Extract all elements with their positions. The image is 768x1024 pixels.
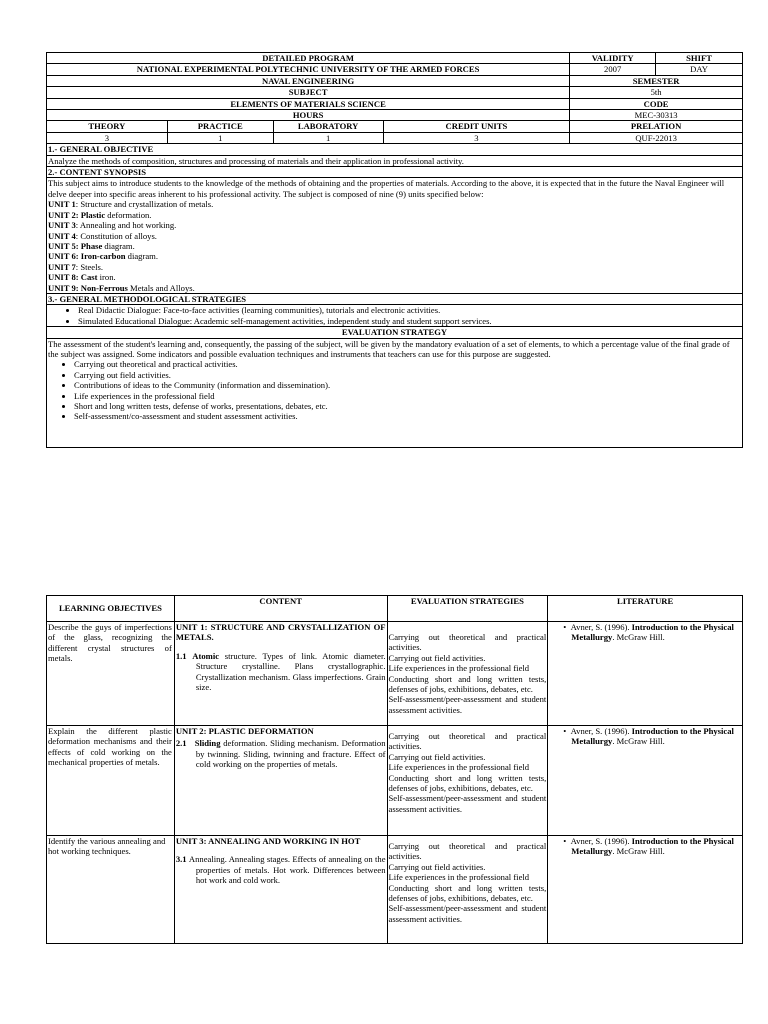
list-item: • Carrying out theoretical and practical activities.: [74, 359, 741, 369]
evaluation-intro: The assessment of the student's learning and, consequently, the passing of the subject, will be given by the mandatory evaluation of a set of elements, to which a percentage value of the final grade of the subject was assigned. Some indicators and possible evaluation techniques and instruments that teachers can use for this purpose are suggested.: [48, 338, 730, 359]
eval-line: Life experiences in the professional field: [388, 762, 530, 773]
eval-line: Carrying out field activities.: [388, 652, 486, 663]
lit-author: Avner, S. (1996).: [570, 836, 632, 846]
unit-rest-text: : Steels.: [75, 261, 103, 272]
evaluation-strategies-header: EVALUATION STRATEGIES: [387, 596, 548, 622]
eval-line: Carrying out field activities.: [388, 861, 486, 872]
subunit-number: 2.1: [175, 738, 187, 749]
list-item: • Contributions of ideas to the Community (information and dissemination).: [74, 380, 741, 390]
unit-list: [48, 199, 741, 293]
content-cell: [174, 726, 387, 836]
literature-header: LITERATURE: [548, 596, 743, 622]
lit-publisher: . McGraw Hill.: [612, 736, 665, 747]
literature-item: • Avner, S. (1996). Introduction to the Physical Metallurgy. McGraw Hill.: [563, 622, 734, 643]
code-label: CODE: [570, 98, 743, 109]
list-item: • Short and long written tests, defense of works, presentations, debates, etc.: [74, 401, 741, 411]
subunit-text: [176, 854, 386, 885]
unit-line: [48, 231, 741, 241]
code-value: MEC-30313: [570, 110, 743, 121]
literature-cell: [548, 622, 743, 726]
unit-label: UNIT 1: [48, 199, 76, 210]
lit-publisher: . McGraw Hill.: [612, 846, 665, 857]
credit-units-value: 3: [383, 132, 570, 143]
detailed-program-title: DETAILED PROGRAM: [47, 53, 570, 64]
unit-line: [48, 262, 741, 272]
laboratory-value: 1: [273, 132, 383, 143]
university-name: NATIONAL EXPERIMENTAL POLYTECHNIC UNIVERSITY OF THE ARMED FORCES: [47, 64, 570, 75]
unit-label: UNIT 8: [48, 272, 76, 283]
semester-label: SEMESTER: [570, 75, 743, 86]
theory-value: 3: [47, 132, 168, 143]
synopsis-intro: This subject aims to introduce students to the knowledge of the methods of obtaining and the properties of materials. According to the above, it is expected that in the future the Naval Engineer will delve deeper into specific areas inherent to his professional activity. The subject is composed of nine (9) units specified below:: [48, 178, 725, 199]
subunit-number: 3.1: [175, 854, 187, 865]
eval-line: Carrying out field activities.: [388, 751, 486, 762]
unit-line: [48, 220, 741, 230]
unit-line: [48, 241, 741, 251]
unit-label: UNIT 6: [48, 251, 76, 262]
evaluation-strategy-title: EVALUATION STRATEGY: [47, 327, 743, 338]
unit-rest-text: : Structure and crystallization of metals.: [75, 199, 214, 210]
unit-rest-text: diagram.: [125, 251, 158, 262]
unit-label: UNIT 3: [48, 220, 76, 231]
validity-label: VALIDITY: [570, 53, 656, 64]
lit-title: Introduction to the Physical Metallurgy: [571, 622, 734, 643]
subunit-rest: structure. Types of link. Atomic diameter. Structure crystalline. Plans crystallographic. Crystallization mechanism. Glass imperfections. Grain size.: [195, 650, 386, 693]
list-item: • Real Didactic Dialogue: Face-to-face activities (learning communities), tutorials and electronic activities.: [78, 305, 741, 315]
subunit-rest: Annealing. Annealing stages. Effects of annealing on the properties of metals. Hot work. Differences between hot work and cold work.: [188, 854, 386, 886]
unit-rest-text: Metals and Alloys.: [127, 282, 195, 293]
unit-rest-text: iron.: [97, 272, 116, 283]
eval-line: Carrying out theoretical and practical activities.: [388, 841, 547, 862]
methodological-list: [48, 305, 741, 326]
lit-title: Introduction to the Physical Metallurgy: [571, 726, 734, 747]
subunit-bold: Sliding: [194, 738, 221, 749]
practice-value: 1: [167, 132, 273, 143]
subunit-number: 1.1: [175, 650, 187, 661]
eval-line: Conducting short and long written tests, defenses of jobs, exhibitions, debates, etc.: [388, 772, 547, 794]
unit-label: UNIT 7: [48, 261, 76, 272]
unit-title: UNIT 1: STRUCTURE AND CRYSTALLIZATION OF METALS.: [175, 622, 386, 643]
unit-rest-text: : Annealing and hot working.: [75, 220, 177, 231]
eval-line: Self-assessment/peer-assessment and student assessment activities.: [388, 903, 547, 924]
unit-bold-text: : Phase: [75, 240, 103, 251]
evaluation-cell: [387, 726, 548, 836]
content-cell: [174, 836, 387, 944]
shift-label: SHIFT: [656, 53, 743, 64]
list-item: • Life experiences in the professional field: [74, 391, 741, 401]
unit-label: UNIT 4: [48, 230, 76, 241]
eval-line: Conducting short and long written tests, defenses of jobs, exhibitions, debates, etc.: [388, 673, 547, 695]
unit-line: [48, 199, 741, 209]
evaluation-cell: [387, 622, 548, 726]
table-row: [47, 836, 743, 944]
learning-plan-table: [46, 595, 743, 944]
lit-author: Avner, S. (1996).: [570, 622, 632, 632]
table-row: [47, 726, 743, 836]
practice-label: PRACTICE: [167, 121, 273, 132]
unit-title: UNIT 2: PLASTIC DEFORMATION: [175, 726, 314, 736]
prelation-value: QUF-22013: [570, 132, 743, 143]
subject-name: ELEMENTS OF MATERIALS SCIENCE: [47, 98, 570, 109]
subunit-rest: deformation. Sliding mechanism. Deformation by twinning. Sliding, twinning and fracture. Effect of cold working on the properties of metals.: [195, 738, 386, 770]
literature-cell: [548, 726, 743, 836]
subject-label: SUBJECT: [47, 87, 570, 98]
list-item: • Carrying out field activities.: [74, 370, 741, 380]
literature-item: • Avner, S. (1996). Introduction to the Physical Metallurgy. McGraw Hill.: [563, 726, 734, 747]
table-row: [47, 622, 743, 726]
unit-rest-text: : Constitution of alloys.: [75, 230, 157, 241]
content-cell: [174, 622, 387, 726]
evaluation-list: [48, 359, 741, 421]
list-item: • Simulated Educational Dialogue: Academic self-management activities, independent study and student support services.: [78, 316, 741, 326]
unit-bold-text: : Cast: [75, 272, 98, 283]
eval-line: Life experiences in the professional field: [388, 872, 530, 883]
list-item: • Self-assessment/co-assessment and student assessment activities.: [74, 411, 741, 421]
unit-label: UNIT 2: [48, 209, 76, 220]
eval-line: Life experiences in the professional field: [388, 663, 530, 674]
credit-units-label: CREDIT UNITS: [383, 121, 570, 132]
shift-value: DAY: [656, 64, 743, 75]
evaluation-cell: [387, 836, 548, 944]
eval-line: Carrying out theoretical and practical activities.: [388, 632, 547, 653]
eval-line: Self-assessment/peer-assessment and student assessment activities.: [388, 694, 547, 715]
general-objective-title: 1.- GENERAL OBJECTIVE: [47, 144, 743, 155]
unit-line: [48, 251, 741, 261]
literature-item: • Avner, S. (1996). Introduction to the Physical Metallurgy. McGraw Hill.: [563, 836, 734, 857]
program-header-table: [46, 52, 743, 448]
career-name: NAVAL ENGINEERING: [47, 75, 570, 86]
general-objective-text: Analyze the methods of composition, structures and processing of materials and their application in professional activity.: [47, 155, 743, 166]
eval-line: Conducting short and long written tests, defenses of jobs, exhibitions, debates, etc.: [388, 882, 547, 904]
unit-line: [48, 283, 741, 293]
unit-rest-text: deformation.: [105, 209, 152, 220]
unit-rest-text: diagram.: [102, 240, 135, 251]
subunit-text: [176, 651, 386, 693]
lit-title: Introduction to the Physical Metallurgy: [571, 836, 734, 857]
unit-bold-text: : Plastic: [75, 209, 106, 220]
theory-label: THEORY: [47, 121, 168, 132]
laboratory-label: LABORATORY: [273, 121, 383, 132]
objective-cell: Explain the different plastic deformation mechanisms and their effects of cold working on the mechanical properties of metals.: [47, 726, 175, 836]
objective-cell: Identify the various annealing and hot working techniques.: [47, 836, 175, 944]
methodological-title: 3.- GENERAL METHODOLOGICAL STRATEGIES: [47, 293, 743, 304]
unit-bold-text: : Iron-carbon: [75, 251, 126, 262]
methodological-body: [47, 305, 743, 327]
unit-title: UNIT 3: ANNEALING AND WORKING IN HOT: [175, 836, 361, 846]
evaluation-strategy-body: [47, 338, 743, 447]
unit-line: [48, 210, 741, 220]
literature-cell: [548, 836, 743, 944]
unit-label: UNIT 5: [48, 240, 76, 251]
content-synopsis-title: 2.- CONTENT SYNOPSIS: [47, 167, 743, 178]
lit-author: Avner, S. (1996).: [570, 726, 632, 736]
eval-line: Carrying out theoretical and practical activities.: [388, 731, 547, 752]
unit-line: [48, 272, 741, 282]
subunit-bold: Atomic: [192, 650, 220, 661]
content-synopsis-body: [47, 178, 743, 293]
learning-objectives-header: LEARNING OBJECTIVES: [47, 596, 175, 622]
semester-value: 5th: [570, 87, 743, 98]
lit-publisher: . McGraw Hill.: [612, 632, 665, 643]
eval-line: Self-assessment/peer-assessment and student assessment activities.: [388, 793, 547, 814]
validity-value: 2007: [570, 64, 656, 75]
objective-cell: Describe the guys of imperfections of the glass, recognizing the different crystal structures of metals.: [47, 622, 175, 726]
unit-label: UNIT 9: [48, 282, 76, 293]
hours-label: HOURS: [47, 110, 570, 121]
content-header: CONTENT: [174, 596, 387, 622]
unit-bold-text: : Non-Ferrous: [75, 282, 128, 293]
subunit-text: [176, 738, 386, 769]
prelation-label: PRELATION: [570, 121, 743, 132]
